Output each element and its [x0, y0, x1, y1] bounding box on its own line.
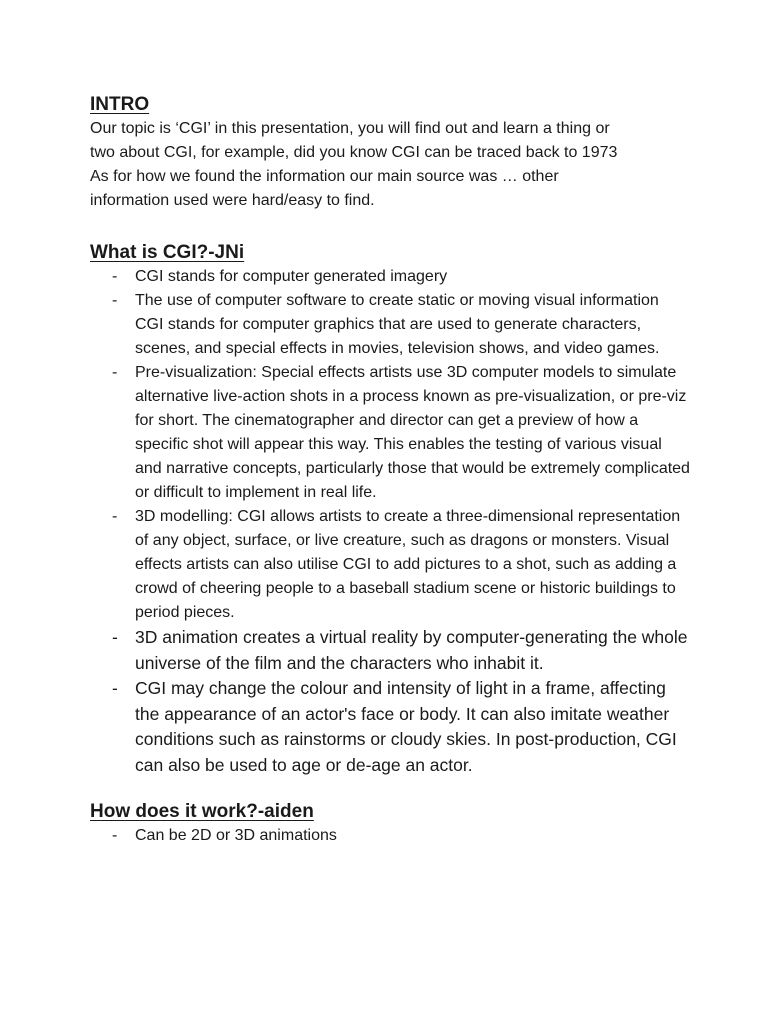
list-item — [90, 676, 690, 778]
bullet-dash: - — [112, 827, 118, 844]
intro-line: Our topic is ‘CGI’ in this presentation, you will find out and learn a thing or — [90, 120, 610, 137]
how-does-it-work-list — [90, 824, 690, 848]
list-item — [90, 824, 690, 848]
intro-section — [90, 93, 690, 213]
how-does-it-work-section — [90, 800, 690, 848]
what-is-cgi-list — [90, 265, 690, 778]
list-item-text: Can be 2D or 3D animations — [135, 827, 337, 844]
list-item — [90, 505, 690, 625]
bullet-dash: - — [112, 508, 118, 525]
what-is-cgi-heading: What is CGI?-JNi — [90, 242, 245, 263]
list-item-text: CGI stands for computer generated imagery — [135, 268, 448, 285]
intro-line: two about CGI, for example, did you know CGI can be traced back to 1973 — [90, 144, 618, 161]
intro-line: information used were hard/easy to find. — [90, 192, 375, 209]
bullet-dash: - — [112, 627, 118, 647]
bullet-dash: - — [112, 292, 118, 309]
intro-line: As for how we found the information our main source was … other — [90, 168, 559, 185]
list-item-text: CGI may change the colour and intensity of light in a frame, affecting the appearance of an actor's face or body. It can also imitate weather conditions such as rainstorms or cloudy skies. In post-production, CGI can also be used to age or de-age an actor. — [135, 678, 677, 775]
list-item — [90, 625, 690, 676]
how-does-it-work-heading: How does it work?-aiden — [90, 801, 314, 822]
document-page — [90, 93, 690, 848]
list-item-text: Pre-visualization: Special effects artists use 3D computer models to simulate alternative live-action shots in a process known as pre-visualization, or pre-viz for short. The cinematographer and director can get a preview of how a specific shot will appear this way. This enables the testing of various visual and narrative concepts, particularly those that would be extremely complicated or difficult to implement in real life. — [135, 364, 690, 501]
list-item-text: The use of computer software to create static or moving visual information CGI stands for computer graphics that are used to generate characters, scenes, and special effects in movies, television shows, and video games. — [135, 292, 660, 357]
bullet-dash: - — [112, 364, 118, 381]
intro-paragraph — [90, 117, 690, 213]
bullet-dash: - — [112, 678, 118, 698]
what-is-cgi-section — [90, 241, 690, 778]
bullet-dash: - — [112, 268, 118, 285]
list-item-text: 3D animation creates a virtual reality by computer-generating the whole universe of the film and the characters who inhabit it. — [135, 627, 688, 673]
intro-heading: INTRO — [90, 94, 150, 115]
list-item — [90, 265, 690, 289]
list-item — [90, 289, 690, 361]
list-item-text: 3D modelling: CGI allows artists to create a three-dimensional representation of any object, surface, or live creature, such as dragons or monsters. Visual effects artists can also utilise CGI to add pictures to a shot, such as adding a crowd of cheering people to a baseball stadium scene or historic buildings to period pieces. — [135, 508, 681, 621]
list-item — [90, 361, 690, 505]
